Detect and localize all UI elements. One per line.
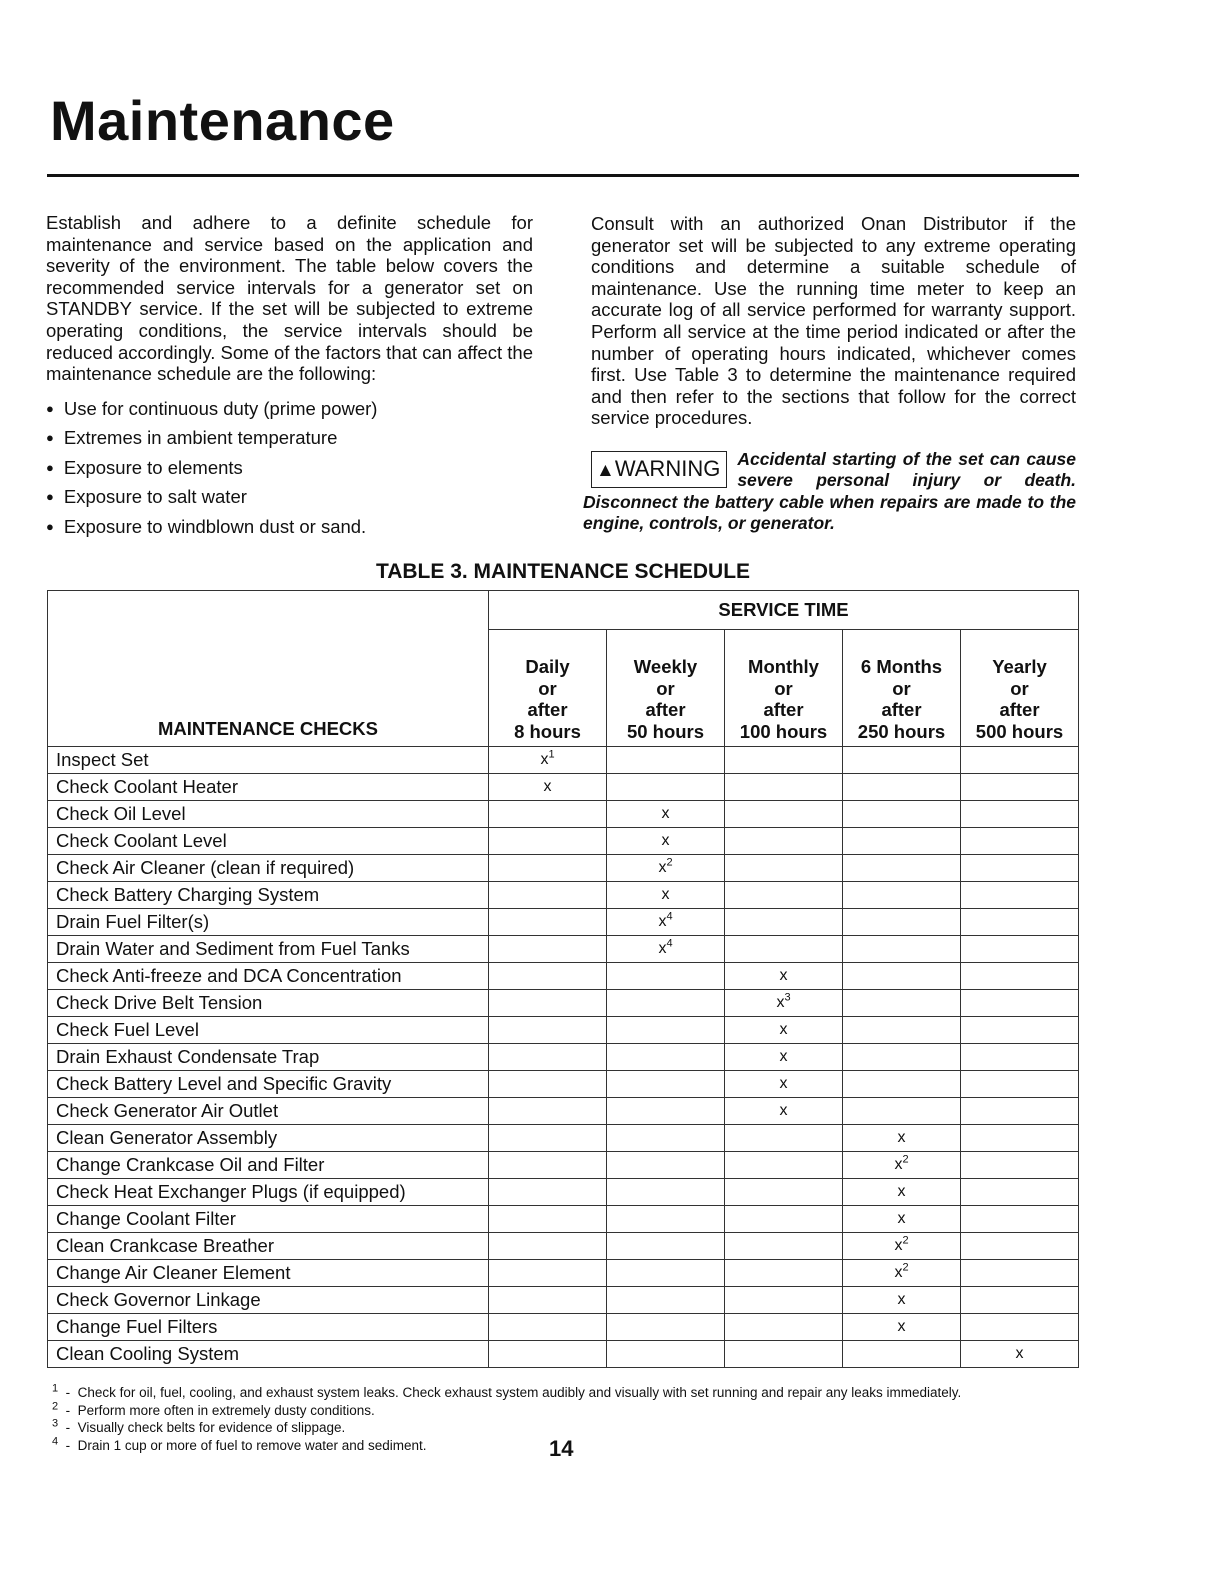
check-name: Check Battery Level and Specific Gravity — [48, 1071, 489, 1098]
check-name: Clean Cooling System — [48, 1341, 489, 1368]
schedule-cell — [489, 1125, 607, 1152]
table-row — [48, 1179, 1079, 1206]
footnote-ref: 2 — [666, 856, 673, 869]
check-name: Check Heat Exchanger Plugs (if equipped) — [48, 1179, 489, 1206]
schedule-mark: x — [779, 1021, 788, 1038]
schedule-cell — [607, 936, 725, 963]
check-name: Check Generator Air Outlet — [48, 1098, 489, 1125]
schedule-cell — [725, 963, 843, 990]
schedule-cell — [489, 1206, 607, 1233]
schedule-cell — [725, 1125, 843, 1152]
table-row — [48, 882, 1079, 909]
schedule-cell — [961, 936, 1079, 963]
footnote-number: 1 — [52, 1382, 59, 1395]
interval-header-line: or — [538, 677, 557, 699]
table-row — [48, 990, 1079, 1017]
schedule-cell — [843, 1179, 961, 1206]
schedule-cell — [725, 1098, 843, 1125]
schedule-cell — [725, 1179, 843, 1206]
table-row — [48, 1071, 1079, 1098]
interval-header-line: or — [1010, 677, 1029, 699]
schedule-cell — [489, 909, 607, 936]
schedule-cell — [489, 774, 607, 801]
check-name: Check Oil Level — [48, 801, 489, 828]
schedule-cell — [961, 1260, 1079, 1287]
schedule-cell — [607, 1287, 725, 1314]
check-name: Change Crankcase Oil and Filter — [48, 1152, 489, 1179]
schedule-cell — [607, 1125, 725, 1152]
schedule-mark: x — [779, 967, 788, 984]
list-item: ● Extremes in ambient temperature — [46, 424, 533, 454]
schedule-cell — [725, 774, 843, 801]
schedule-cell — [843, 828, 961, 855]
schedule-cell — [607, 774, 725, 801]
table-row — [48, 855, 1079, 882]
schedule-cell — [607, 747, 725, 774]
schedule-mark: x — [897, 1210, 906, 1227]
schedule-cell — [961, 909, 1079, 936]
check-name: Check Coolant Heater — [48, 774, 489, 801]
schedule-cell — [725, 990, 843, 1017]
schedule-cell — [489, 801, 607, 828]
check-name: Drain Fuel Filter(s) — [48, 909, 489, 936]
schedule-cell — [489, 1179, 607, 1206]
schedule-cell — [489, 855, 607, 882]
schedule-cell — [843, 1206, 961, 1233]
schedule-cell — [961, 801, 1079, 828]
schedule-cell — [607, 801, 725, 828]
footnote-text: Perform more often in extremely dusty conditions. — [77, 1402, 375, 1418]
schedule-cell — [961, 1206, 1079, 1233]
schedule-cell — [725, 936, 843, 963]
table-row — [48, 909, 1079, 936]
table-row — [48, 1098, 1079, 1125]
schedule-cell — [843, 747, 961, 774]
footnote-ref: 4 — [666, 910, 673, 923]
schedule-cell — [489, 1017, 607, 1044]
table-row — [48, 1341, 1079, 1368]
schedule-cell — [725, 855, 843, 882]
schedule-cell — [725, 1152, 843, 1179]
schedule-mark: x — [661, 805, 670, 822]
schedule-cell — [489, 1314, 607, 1341]
schedule-cell — [725, 1314, 843, 1341]
schedule-cell — [607, 963, 725, 990]
footnote: $^2$ - Perform more often in extremely dusty conditions. — [52, 1400, 375, 1418]
table-row — [48, 1260, 1079, 1287]
schedule-mark: x — [897, 1291, 906, 1308]
schedule-mark: x — [897, 1318, 906, 1335]
checks-header: MAINTENANCE CHECKS — [48, 591, 489, 747]
schedule-cell — [843, 1287, 961, 1314]
check-name: Check Fuel Level — [48, 1017, 489, 1044]
interval-header-line: after — [763, 699, 804, 720]
schedule-mark: x — [779, 1048, 788, 1065]
schedule-mark: x — [894, 1237, 903, 1254]
intro-right: Consult with an authorized Onan Distributor if the generator set will be subjected to any extreme operating conditions and determine a suitable schedule of maintenance. Use the running time meter to keep an accurate log of all service performed for warranty support. Perform all service at the time period indicated or after the number of operating hours indicated, whichever comes first. Use Table 3 to determine the maintenance required and then refer to the sections that follow for the correct service procedures. — [591, 213, 1076, 429]
schedule-cell — [725, 1287, 843, 1314]
schedule-cell — [489, 1341, 607, 1368]
schedule-cell — [607, 1071, 725, 1098]
schedule-cell — [607, 882, 725, 909]
interval-header-line: 250 hours — [857, 720, 946, 742]
schedule-cell — [843, 1341, 961, 1368]
interval-header — [843, 630, 961, 747]
maintenance-table — [47, 590, 1079, 1368]
schedule-cell — [489, 1071, 607, 1098]
schedule-cell — [725, 882, 843, 909]
check-name: Check Governor Linkage — [48, 1287, 489, 1314]
schedule-cell — [961, 1287, 1079, 1314]
interval-header-line: or — [656, 677, 675, 699]
footnote-ref: 1 — [548, 748, 555, 761]
table-row — [48, 1125, 1079, 1152]
schedule-cell — [725, 828, 843, 855]
schedule-cell — [961, 1017, 1079, 1044]
list-item: ● Exposure to windblown dust or sand. — [46, 513, 533, 543]
schedule-cell — [607, 1098, 725, 1125]
footnote-text: Check for oil, fuel, cooling, and exhaust system leaks. Check exhaust system audibly and visually with set running and repair any leaks immediately. — [77, 1385, 962, 1400]
schedule-cell — [843, 1314, 961, 1341]
schedule-cell — [489, 882, 607, 909]
schedule-cell — [607, 855, 725, 882]
table-row — [48, 747, 1079, 774]
footnote-number: 3 — [52, 1417, 59, 1430]
check-name: Change Coolant Filter — [48, 1206, 489, 1233]
schedule-cell — [489, 828, 607, 855]
footnote-ref: 4 — [666, 937, 673, 950]
schedule-cell — [607, 828, 725, 855]
table-row — [48, 1152, 1079, 1179]
check-name: Clean Generator Assembly — [48, 1125, 489, 1152]
schedule-cell — [961, 828, 1079, 855]
schedule-cell — [607, 1341, 725, 1368]
table-row — [48, 774, 1079, 801]
interval-header — [489, 630, 607, 747]
schedule-cell — [489, 1233, 607, 1260]
schedule-cell — [489, 1152, 607, 1179]
schedule-cell — [607, 909, 725, 936]
footnote-ref: 2 — [902, 1261, 909, 1274]
list-item: ● Exposure to salt water — [46, 483, 533, 513]
table-row — [48, 1233, 1079, 1260]
schedule-cell — [843, 963, 961, 990]
schedule-mark: x — [658, 913, 667, 930]
check-name: Change Fuel Filters — [48, 1314, 489, 1341]
schedule-cell — [489, 747, 607, 774]
schedule-cell — [961, 1125, 1079, 1152]
schedule-cell — [961, 1152, 1079, 1179]
schedule-mark: x — [897, 1183, 906, 1200]
footnote-number: 4 — [52, 1435, 59, 1447]
footnote-text: Drain 1 cup or more of fuel to remove water and sediment. — [77, 1437, 427, 1453]
schedule-cell — [725, 1341, 843, 1368]
footnotes — [52, 1382, 1012, 1461]
schedule-cell — [843, 1233, 961, 1260]
check-name: Inspect Set — [48, 747, 489, 774]
footnote-text: Visually check belts for evidence of slippage. — [77, 1420, 346, 1435]
schedule-mark: x — [658, 940, 667, 957]
schedule-cell — [843, 936, 961, 963]
table-row — [48, 801, 1079, 828]
footnote-number: 2 — [52, 1400, 59, 1412]
schedule-cell — [489, 1287, 607, 1314]
interval-header-line: Monthly — [748, 656, 819, 677]
factor-list — [46, 395, 533, 543]
interval-header-line: after — [881, 699, 922, 720]
schedule-mark: x — [897, 1129, 906, 1146]
interval-header-line: 500 hours — [975, 720, 1064, 742]
schedule-cell — [961, 1179, 1079, 1206]
schedule-cell — [607, 1233, 725, 1260]
interval-header-line: Yearly — [992, 656, 1047, 677]
schedule-cell — [961, 1341, 1079, 1368]
check-name: Check Anti-freeze and DCA Concentration — [48, 963, 489, 990]
footnote-ref: 2 — [902, 1153, 909, 1166]
schedule-cell — [961, 990, 1079, 1017]
schedule-cell — [961, 774, 1079, 801]
title-rule — [47, 174, 1079, 177]
interval-header — [607, 630, 725, 747]
schedule-cell — [607, 990, 725, 1017]
schedule-cell — [843, 1260, 961, 1287]
schedule-cell — [961, 1233, 1079, 1260]
check-name: Check Battery Charging System — [48, 882, 489, 909]
footnote: $^3$ - Visually check belts for evidence of slippage. — [52, 1417, 346, 1435]
schedule-cell — [725, 1044, 843, 1071]
table-row — [48, 1206, 1079, 1233]
schedule-cell — [725, 1206, 843, 1233]
schedule-cell — [843, 801, 961, 828]
schedule-mark: x — [779, 1102, 788, 1119]
check-name: Drain Exhaust Condensate Trap — [48, 1044, 489, 1071]
table-row — [48, 1044, 1079, 1071]
table-row — [48, 828, 1079, 855]
schedule-cell — [725, 1233, 843, 1260]
schedule-cell — [489, 936, 607, 963]
interval-header-line: after — [645, 699, 686, 720]
check-name: Check Air Cleaner (clean if required) — [48, 855, 489, 882]
schedule-cell — [843, 1071, 961, 1098]
interval-header-line: or — [774, 677, 793, 699]
table-row — [48, 1017, 1079, 1044]
table-section — [47, 560, 1087, 1461]
schedule-cell — [607, 1017, 725, 1044]
interval-header-line: after — [527, 699, 568, 720]
schedule-cell — [843, 1017, 961, 1044]
interval-header-line: 6 Months — [860, 656, 943, 677]
warning-triangle-icon: ▲ — [596, 459, 615, 481]
footnote: $^4$ - Drain 1 cup or more of fuel to remove water and sediment. — [52, 1435, 427, 1453]
table-row — [48, 1314, 1079, 1341]
schedule-cell — [607, 1152, 725, 1179]
schedule-cell — [961, 1314, 1079, 1341]
check-name: Check Coolant Level — [48, 828, 489, 855]
interval-header-line: Daily — [525, 656, 570, 677]
schedule-mark: x — [661, 832, 670, 849]
schedule-cell — [961, 963, 1079, 990]
warning-message: Accidental starting of the set can cause severe personal injury or death. Disconnect the battery cable when repairs are made to the engine, controls, or generator. — [583, 448, 1076, 534]
schedule-cell — [489, 1044, 607, 1071]
schedule-mark: x — [1015, 1345, 1024, 1362]
schedule-cell — [607, 1314, 725, 1341]
schedule-cell — [725, 1017, 843, 1044]
list-item: ● Exposure to elements — [46, 454, 533, 484]
schedule-cell — [843, 1098, 961, 1125]
schedule-cell — [607, 1044, 725, 1071]
schedule-mark: x — [894, 1156, 903, 1173]
schedule-mark: x — [543, 778, 552, 795]
schedule-mark: x — [894, 1264, 903, 1281]
warning-label — [591, 451, 727, 488]
schedule-cell — [607, 1179, 725, 1206]
interval-header-line: Weekly — [633, 656, 698, 677]
schedule-cell — [489, 963, 607, 990]
interval-header-line: or — [892, 677, 911, 699]
schedule-cell — [725, 801, 843, 828]
schedule-cell — [843, 1125, 961, 1152]
schedule-cell — [489, 1260, 607, 1287]
schedule-cell — [843, 909, 961, 936]
schedule-cell — [843, 1044, 961, 1071]
schedule-cell — [843, 774, 961, 801]
schedule-cell — [961, 1044, 1079, 1071]
schedule-mark: x — [779, 1075, 788, 1092]
schedule-cell — [961, 1098, 1079, 1125]
check-name: Check Drive Belt Tension — [48, 990, 489, 1017]
check-name: Drain Water and Sediment from Fuel Tanks — [48, 936, 489, 963]
footnote: $^1$ - Check for oil, fuel, cooling, and exhaust system leaks. Check exhaust system audibly and visually with set running and repair any leaks immediately. — [52, 1382, 962, 1400]
table-row — [48, 1287, 1079, 1314]
intro-left: Establish and adhere to a definite schedule for maintenance and service based on the application and severity of the environment. The table below covers the recommended service intervals for a generator set on STANDBY service. If the set will be subjected to extreme operating conditions, the service intervals should be reduced accordingly. Some of the factors that can affect the maintenance schedule are the following: — [46, 212, 533, 385]
right-column — [583, 213, 1076, 535]
warning-block — [583, 449, 1076, 535]
schedule-cell — [843, 882, 961, 909]
schedule-mark: x — [658, 859, 667, 876]
interval-header — [725, 630, 843, 747]
left-column — [46, 212, 533, 542]
page-number: 14 — [549, 1436, 574, 1461]
schedule-cell — [725, 1260, 843, 1287]
schedule-cell — [843, 990, 961, 1017]
schedule-cell — [607, 1206, 725, 1233]
schedule-cell — [961, 1071, 1079, 1098]
schedule-cell — [725, 1071, 843, 1098]
check-name: Clean Crankcase Breather — [48, 1233, 489, 1260]
schedule-mark: x — [661, 886, 670, 903]
service-time-header: SERVICE TIME — [489, 591, 1079, 630]
check-name: Change Air Cleaner Element — [48, 1260, 489, 1287]
schedule-mark: x — [540, 751, 549, 768]
page-title: Maintenance — [50, 89, 395, 152]
schedule-cell — [725, 909, 843, 936]
schedule-cell — [725, 747, 843, 774]
schedule-cell — [489, 990, 607, 1017]
schedule-cell — [843, 1152, 961, 1179]
table-row — [48, 936, 1079, 963]
schedule-cell — [961, 882, 1079, 909]
table-row — [48, 963, 1079, 990]
warning-label-text: WARNING — [614, 455, 721, 481]
schedule-cell — [961, 855, 1079, 882]
schedule-mark: x — [776, 994, 785, 1011]
schedule-cell — [843, 855, 961, 882]
table-caption: TABLE 3. MAINTENANCE SCHEDULE — [375, 560, 751, 583]
interval-header-line: 50 hours — [626, 720, 705, 742]
list-item: ● Use for continuous duty (prime power) — [46, 395, 533, 425]
interval-header-line: after — [999, 699, 1040, 720]
interval-header-line: 8 hours — [514, 720, 581, 742]
interval-header — [961, 630, 1079, 747]
footnote-ref: 3 — [784, 991, 791, 1004]
schedule-cell — [489, 1098, 607, 1125]
footnote-ref: 2 — [902, 1234, 909, 1247]
schedule-cell — [961, 747, 1079, 774]
schedule-cell — [607, 1260, 725, 1287]
interval-header-line: 100 hours — [739, 720, 828, 742]
